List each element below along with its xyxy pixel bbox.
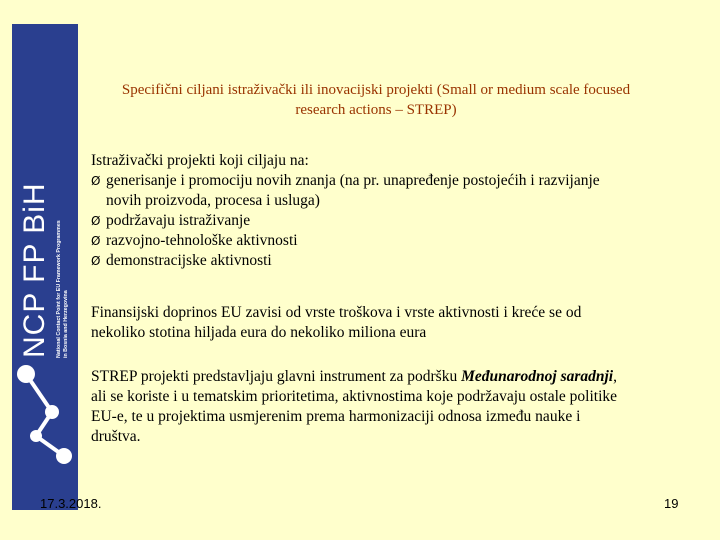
bullet-line: podržavaju istraživanje: [106, 212, 251, 229]
paragraph-line: društva.: [91, 428, 141, 445]
title-line: research actions – STREP): [295, 102, 457, 118]
molecule-logo-icon: [12, 354, 78, 474]
tagline-line: in Bosnia and Herzegovina: [62, 290, 69, 358]
title-line: Specifični ciljani istraživački ili inovacijski projekti (Small or medium scale focused: [121, 82, 631, 98]
paragraph-line: [91, 367, 701, 387]
footer-date: 17.3.2018.: [40, 496, 102, 511]
tagline-line: National Contact Point for EU Framework Programmes: [56, 220, 62, 358]
bullet-line: demonstracijske aktivnosti: [106, 252, 272, 269]
projects-aims-block: [91, 151, 701, 271]
paragraph-punct: ,: [613, 368, 617, 385]
arrow-bullet-icon: Ø: [91, 234, 101, 248]
aims-intro: Istraživački projekti koji ciljaju na:: [91, 152, 309, 169]
arrow-bullet-icon: Ø: [91, 254, 101, 268]
arrow-bullet-icon: Ø: [91, 214, 101, 228]
list-item: [91, 231, 701, 251]
brand-name: NCP FP BiH: [18, 182, 51, 358]
bullet-line: generisanje i promociju novih znanja (na pr. unapređenje postojećih i razvijanje: [106, 172, 600, 189]
paragraph-line: ali se koriste i u tematskim prioritetima, aktivnostima koje podržavaju ostale politike: [91, 388, 618, 405]
list-item: [91, 171, 701, 211]
slide-title: [86, 80, 666, 120]
financing-paragraph: [91, 303, 701, 343]
emphasis-text: Međunarodnoj saradnji: [461, 368, 614, 385]
paragraph-line: EU-e, te u projektima usmjerenim prema harmonizaciji odnosa između nauke i: [91, 408, 581, 425]
sidebar-banner: [12, 24, 78, 510]
page-number: 19: [664, 496, 679, 511]
paragraph-text: STREP projekti predstavljaju glavni instrument za podršku: [91, 368, 462, 385]
arrow-bullet-icon: Ø: [91, 174, 101, 188]
strep-paragraph: [91, 367, 701, 447]
bullet-line: razvojno-tehnološke aktivnosti: [106, 232, 298, 249]
bullet-text: [105, 171, 701, 211]
paragraph-line: Finansijski doprinos EU zavisi od vrste troškova i vrste aktivnosti i kreće se od: [91, 304, 582, 321]
list-item: [91, 211, 701, 231]
paragraph-line: nekoliko stotina hiljada eura do nekoliko miliona eura: [91, 324, 427, 341]
list-item: [91, 251, 701, 271]
brand-tagline: [56, 143, 69, 358]
bullet-line-continued: novih proizvoda, procesa i usluga): [106, 192, 320, 209]
